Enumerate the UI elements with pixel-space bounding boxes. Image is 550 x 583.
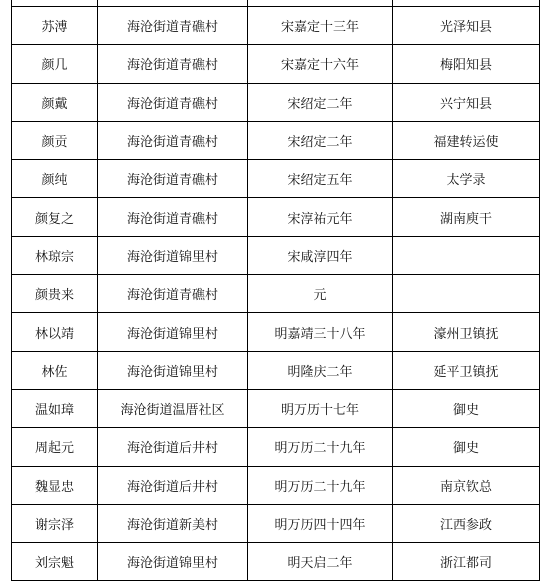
name-cell: 魏显忠 [12, 466, 98, 504]
name-cell: 颜贵来 [12, 275, 98, 313]
era-cell: 明嘉靖三十八年 [248, 313, 393, 351]
table-row [12, 466, 540, 504]
place-cell: 海沧街道锦里村 [98, 351, 248, 389]
era-cell: 明天启二年 [248, 543, 393, 581]
table-row [12, 275, 540, 313]
office-cell: 御史 [393, 428, 540, 466]
era-cell: 元 [248, 275, 393, 313]
era-cell: 宋绍定二年 [248, 83, 393, 121]
era-cell: 明万历二十九年 [248, 428, 393, 466]
office-cell: 浙江都司 [393, 543, 540, 581]
table-row [12, 428, 540, 466]
office-cell: 南京钦总 [393, 466, 540, 504]
record-sheet [11, 0, 539, 581]
office-cell: 濠州卫镇抚 [393, 313, 540, 351]
name-cell: 谢宗泽 [12, 504, 98, 542]
office-cell: 湖南庾干 [393, 198, 540, 236]
name-cell: 周起元 [12, 428, 98, 466]
place-cell: 海沧街道后井村 [98, 466, 248, 504]
office-cell: 御史 [393, 389, 540, 427]
place-cell: 海沧街道青礁村 [98, 198, 248, 236]
era-cell: 宋咸淳四年 [248, 236, 393, 274]
office-cell: 梅阳知县 [393, 45, 540, 83]
office-cell [393, 275, 540, 313]
table-row [12, 313, 540, 351]
place-cell: 海沧街道青礁村 [98, 7, 248, 45]
table-row [12, 236, 540, 274]
table-row [12, 83, 540, 121]
records-table-body [12, 0, 540, 581]
name-cell: 颜复之 [12, 198, 98, 236]
office-cell: 太学录 [393, 160, 540, 198]
place-cell: 海沧街道青礁村 [98, 275, 248, 313]
table-row [12, 160, 540, 198]
place-cell: 海沧街道青礁村 [98, 121, 248, 159]
name-cell: 颜戴 [12, 83, 98, 121]
era-cell: 宋淳祐元年 [248, 198, 393, 236]
records-table [11, 0, 540, 581]
table-row [12, 7, 540, 45]
table-row [12, 389, 540, 427]
place-cell: 海沧街道后井村 [98, 428, 248, 466]
office-cell: 光泽知县 [393, 7, 540, 45]
place-cell: 海沧街道温厝社区 [98, 389, 248, 427]
name-cell: 苏溥 [12, 7, 98, 45]
office-cell: 延平卫镇抚 [393, 351, 540, 389]
era-cell: 宋绍定二年 [248, 121, 393, 159]
place-cell: 海沧街道锦里村 [98, 313, 248, 351]
table-row [12, 504, 540, 542]
table-row [12, 351, 540, 389]
era-cell: 宋嘉定十三年 [248, 7, 393, 45]
place-cell: 海沧街道新美村 [98, 504, 248, 542]
name-cell: 颜纯 [12, 160, 98, 198]
table-row [12, 45, 540, 83]
name-cell: 颜几 [12, 45, 98, 83]
era-cell: 宋嘉定十六年 [248, 45, 393, 83]
place-cell: 海沧街道锦里村 [98, 236, 248, 274]
name-cell: 颜贡 [12, 121, 98, 159]
office-cell [393, 236, 540, 274]
name-cell: 林以靖 [12, 313, 98, 351]
name-cell: 林琼宗 [12, 236, 98, 274]
name-cell: 温如璋 [12, 389, 98, 427]
table-row [12, 198, 540, 236]
era-cell: 明万历二十九年 [248, 466, 393, 504]
era-cell: 明万历四十四年 [248, 504, 393, 542]
place-cell: 海沧街道青礁村 [98, 83, 248, 121]
place-cell: 海沧街道青礁村 [98, 160, 248, 198]
office-cell: 兴宁知县 [393, 83, 540, 121]
era-cell: 宋绍定五年 [248, 160, 393, 198]
place-cell: 海沧街道青礁村 [98, 45, 248, 83]
era-cell: 明万历十七年 [248, 389, 393, 427]
table-row [12, 121, 540, 159]
place-cell: 海沧街道锦里村 [98, 543, 248, 581]
name-cell: 刘宗魁 [12, 543, 98, 581]
name-cell: 林佐 [12, 351, 98, 389]
office-cell: 福建转运使 [393, 121, 540, 159]
table-row [12, 543, 540, 581]
office-cell: 江西参政 [393, 504, 540, 542]
era-cell: 明隆庆二年 [248, 351, 393, 389]
